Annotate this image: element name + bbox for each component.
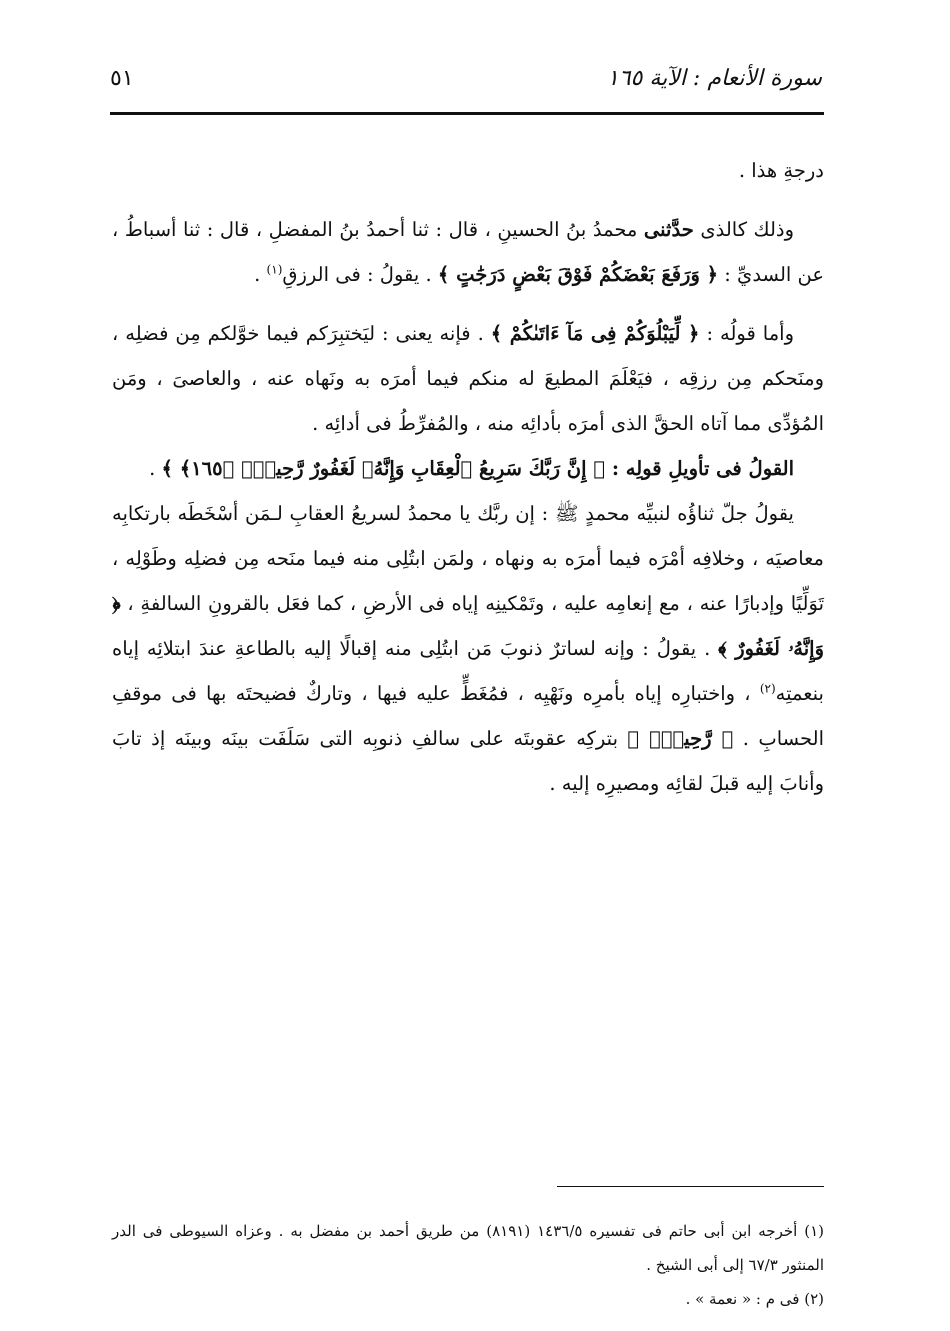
paragraph-4-heading <box>112 446 824 491</box>
footnotes <box>112 1214 824 1316</box>
paragraph-3 <box>112 311 824 446</box>
footnote-separator <box>557 1186 824 1187</box>
p2-text-e: . <box>254 263 267 286</box>
paragraph-5 <box>112 491 824 806</box>
p3-text-a: وأما قولُه : <box>699 322 794 345</box>
footnote-1: (١) أخرجه ابن أبى حاتم فى تفسيره ١٤٣٦/٥ (٨١٩١) من طريق أحمد بن مفضل به . وعزاه السيوطى فى الدر المنثور ٦٧/٣ إلى أبى الشيخ . <box>112 1222 825 1274</box>
p5-text-d: بتركِه عقوبتَه على سالفِ ذنوبِه التى سَلَفَت بينَه وبينَه إذ تابَ وأنابَ إليه قبلَ لقائِه ومصيرِه إليه . <box>112 727 824 795</box>
p4-text-b: . <box>149 457 162 480</box>
p5-text-b: . يقولُ : وإنه لساترٌ ذنوبَ مَن ابتُلِى منه إقبالًا إليه بالطاعةِ عندَ ابتلائِه إياه بنعمتِه <box>112 637 824 705</box>
p2-text-a: وذلك كالذى <box>693 218 794 241</box>
p5-text-c: ، واختبارِه إياه بأمرِه ونَهْيِه ، فمُغَطٍّ عليه فيها ، وتاركٌ فضيحتَه بها فى موقفِ الحسابِ . <box>112 682 824 750</box>
quran-verse-5: ﴿ رَّحِيمٌۢ ﴾ <box>627 727 734 750</box>
page-number: ٥١ <box>110 66 134 91</box>
running-header <box>110 62 822 102</box>
paragraph-1-text: درجةِ هذا . <box>738 159 824 182</box>
footnote-2: (٢) فى م : « نعمة » . <box>685 1290 824 1308</box>
surah-title: سورة الأنعام : الآية ١٦٥ <box>606 66 822 91</box>
p2-text-c: محمدُ بنُ الحسينِ ، قال : ثنا أحمدُ بنُ المفضلِ ، قال : ثنا أسباطُ ، عن السديِّ : <box>112 218 824 286</box>
p2-text-d: . يقولُ : فى الرزقِ <box>282 263 438 286</box>
footnote-ref-1[interactable]: (١) <box>266 262 283 277</box>
p5-text-a: يقولُ جلّ ثناؤُه لنبيِّه محمدٍ ﷺ : إن ربَّك يا محمدُ لسريعُ العقابِ لـمَن أسْخَطَه بارتكابِه معاصيَه ، وخلافِه أمْرَه فيما أمرَه به ونهاه ، ولمَن ابتُلِى منه فيما منَحه مِن فضلِه وطَوْلِه ، تَوَلِّيًا وإدبارًا عنه ، مع إنعامِه عليه ، وتَمْكينِه إياه فى الأرضِ ، كما فعَل بالقرونِ السالفةِ ، <box>112 502 824 615</box>
main-text <box>112 148 824 806</box>
quran-verse-2: ﴿ لِّيَبْلُوَكُمْ فِى مَآ ءَاتَىٰكُمْ ﴾ <box>490 322 700 345</box>
header-rule <box>110 112 824 115</box>
footnote-ref-2[interactable]: (٢) <box>759 681 776 696</box>
haddathani-keyword: حدَّثنى <box>643 218 694 241</box>
p4-heading-text: القولُ فى تأويلِ قولِه : <box>605 457 794 480</box>
paragraph-2 <box>112 207 824 297</box>
quran-verse-1: ﴿ وَرَفَعَ بَعْضَكُمْ فَوْقَ بَعْضٍ دَرَجَٰتٍ ﴾ <box>437 263 719 286</box>
quran-verse-4: ﴿ وَإِنَّهُۥ لَغَفُورٌ ﴾ <box>112 592 824 660</box>
quran-verse-3: ﴿ إِنَّ رَبَّكَ سَرِيعُ ٱلْعِقَابِ وَإِنَّهُۥ لَغَفُورٌ رَّحِيمٌۢ ﴿١٦٥﴾ ﴾ <box>161 457 606 480</box>
paragraph-1 <box>112 148 824 193</box>
p3-text-b: . فإنه يعنى : ليَختبِرَكم فيما خوَّلكم مِن فضلِه ، ومنَحكم مِن رزقِه ، فيَعْلَمَ المطيعَ له منكم فيما أمرَه به ونَهاه عنه ، والعاصىَ ، ومَن المُؤدِّى مما آتاه الحقَّ الذى أمرَه بأدائِه منه ، والمُفرِّطُ فى أدائِه . <box>112 322 824 435</box>
